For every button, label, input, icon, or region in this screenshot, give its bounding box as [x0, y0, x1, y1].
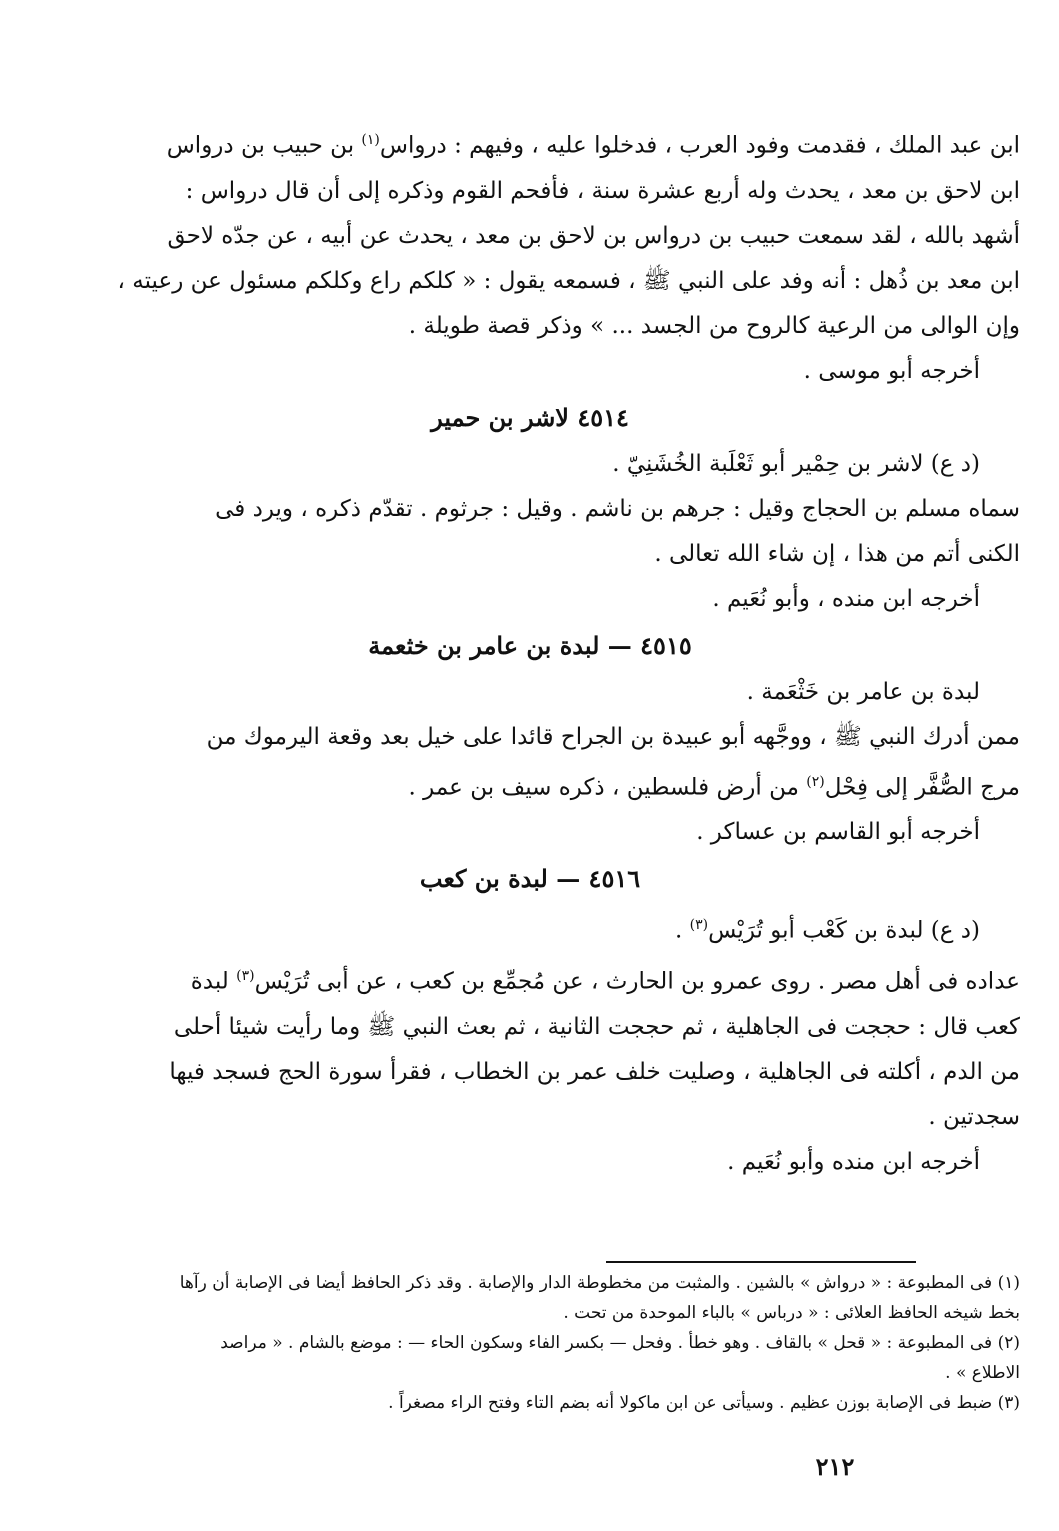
footnote-ref: (٣): [236, 967, 255, 984]
source-line: أخرجه أبو القاسم بن عساكر .: [696, 819, 980, 846]
source-line: أخرجه ابن منده ، وأبو نُعَيم .: [712, 585, 980, 612]
footnotes: [40, 1268, 1020, 1418]
page-number: ٢١٢: [815, 1452, 855, 1481]
entry-name: (د ع) لاشر بن حِمْير أبو ثَعْلَبة الخُشَنِيّ .: [612, 450, 980, 477]
footnote-line: (٣) ضبط فى الإصابة بوزن عظيم . وسيأتى عن ابن ماكولا أنه بضم التاء وفتح الراء مصغراً .: [388, 1393, 1020, 1413]
footnote-ref: (٣): [689, 917, 709, 934]
paragraph-line: كعب قال : حججت فى الجاهلية ، ثم حججت الثانية ، ثم بعث النبي ﷺ وما رأيت شيئا أحلى: [173, 1013, 1020, 1040]
paragraph-line: عداده فى أهل مصر . روى عمرو بن الحارث ، عن مُجمِّع بن كعب ، عن أبى تُرَيْس$^{(٣)}$ لبدة: [190, 967, 1020, 995]
entry-heading: ٤٥١٤ لاشر بن حمير: [431, 402, 629, 432]
footnote-ref: (٢): [806, 773, 825, 790]
paragraph-line: ابن لاحق بن معد ، يحدث وله أربع عشرة سنة ، فأفحم القوم وذكره إلى أن قال درواس :: [185, 177, 1020, 204]
footnote-line: (١) فى المطبوعة : « درواش » بالشين . والمثبت من مخطوطة الدار والإصابة . وقد ذكر الحافظ أيضا فى الإصابة أن رآها: [179, 1273, 1020, 1293]
footnote-ref: (١): [361, 132, 380, 148]
entry-name: (د ع) لبدة بن كَعْب أبو تُرَيْس$^{(٣)}$ .: [675, 917, 980, 944]
footnote-divider: [606, 1261, 916, 1263]
paragraph-line: ابن معد بن ذُهل : أنه وفد على النبي ﷺ ، فسمعه يقول : « كلكم راع وكلكم مسئول عن رعيته ،: [117, 267, 1020, 294]
paragraph-line: ابن عبد الملك ، فقدمت وفود العرب ، فدخلوا عليه ، وفيهم : درواس$^{(١)}$ بن حبيب بن درواس: [166, 132, 1020, 159]
footnote-line: الاطلاع » .: [945, 1363, 1020, 1383]
source-line: أخرجه ابن منده وأبو نُعَيم .: [727, 1148, 980, 1175]
paragraph-line: سماه مسلم بن الحجاج وقيل : جرهم بن ناشم . وقيل : جرثوم . تقدّم ذكره ، ويرد فى: [215, 495, 1020, 522]
entry-heading: ٤٥١٥ — لبدة بن عامر بن خثعمة: [368, 630, 692, 660]
footnote-line: بخط شيخه الحافظ العلائى : « درباس » بالباء الموحدة من تحت .: [563, 1303, 1020, 1323]
entry-name: لبدة بن عامر بن خَثْعَمة .: [746, 678, 980, 705]
paragraph-line: وإن الوالى من الرعية كالروح من الجسد ... » وذكر قصة طويلة .: [408, 312, 1020, 339]
paragraph-line: سجدتين .: [928, 1103, 1020, 1130]
footnote-line: (٢) فى المطبوعة : « قحل » بالقاف . وهو خطأ . وفحل — بكسر الفاء وسكون الحاء — : موضع بالشام . « مراصد: [220, 1333, 1020, 1353]
paragraph-line: ممن أدرك النبي ﷺ ، ووجَّهه أبو عبيدة بن الجراح قائدا على خيل بعد وقعة اليرموك من: [206, 723, 1020, 750]
entry-heading: ٤٥١٦ — لبدة بن كعب: [419, 864, 641, 894]
paragraph-line: أشهد بالله ، لقد سمعت حبيب بن درواس بن لاحق بن معد ، يحدث عن أبيه ، عن جدّه لاحق: [167, 222, 1020, 249]
main-text: [40, 118, 1020, 1185]
paragraph-line: الكنى أتم من هذا ، إن شاء الله تعالى .: [654, 540, 1020, 567]
paragraph-line: مرج الصُّفَّر إلى فِحْل$^{(٢)}$ من أرض فلسطين ، ذكره سيف بن عمر .: [408, 773, 1020, 801]
paragraph-line: من الدم ، أكلته فى الجاهلية ، وصليت خلف عمر بن الخطاب ، فقرأ سورة الحج فسجد فيها: [169, 1058, 1020, 1085]
source-line: أخرجه أبو موسى .: [803, 357, 980, 384]
